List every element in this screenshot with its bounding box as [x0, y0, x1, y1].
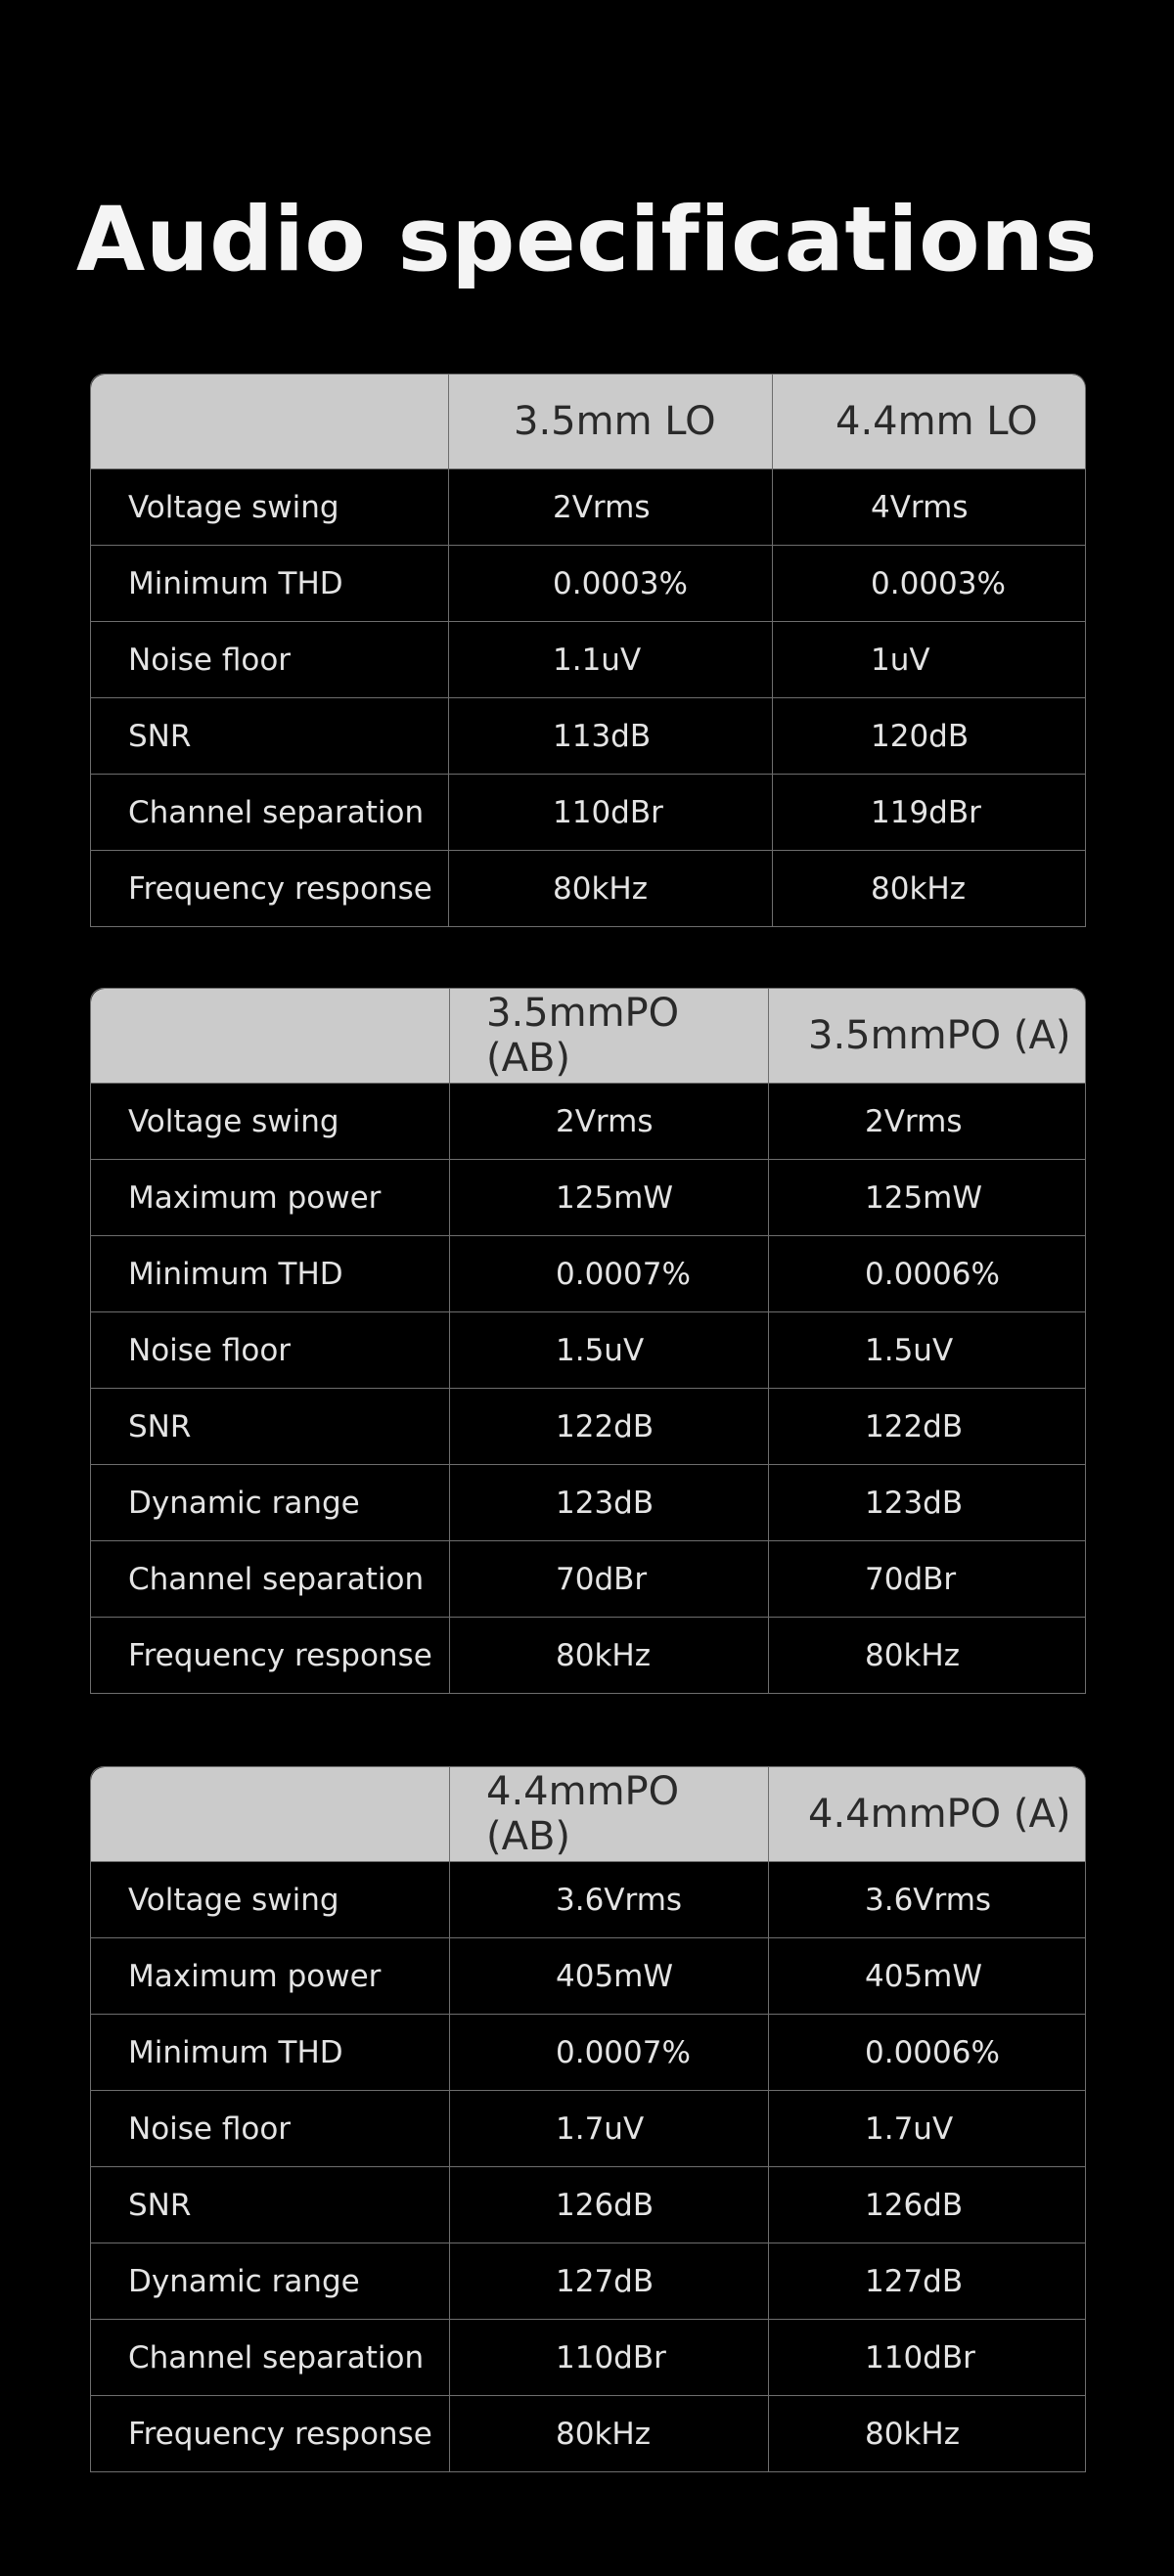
- row-label: Minimum THD: [91, 2015, 450, 2091]
- cell-value: 120dB: [773, 698, 1086, 775]
- column-header: 3.5mmPO (AB): [450, 989, 769, 1084]
- cell-value: 1.7uV: [450, 2091, 769, 2167]
- table-row: [91, 1160, 1086, 1236]
- table-row: [91, 2091, 1086, 2167]
- table-row: [91, 1541, 1086, 1618]
- row-label: Channel separation: [91, 1541, 450, 1618]
- table-row: [91, 1618, 1086, 1694]
- header-corner-cell: [91, 989, 450, 1084]
- table-row: [91, 1938, 1086, 2015]
- cell-value: 0.0007%: [450, 1236, 769, 1312]
- table-row: [91, 1084, 1086, 1160]
- row-label: Noise floor: [91, 2091, 450, 2167]
- cell-value: 122dB: [450, 1389, 769, 1465]
- row-label: SNR: [91, 698, 449, 775]
- cell-value: 2Vrms: [449, 469, 773, 546]
- row-label: Channel separation: [91, 775, 449, 851]
- row-label: Voltage swing: [91, 1084, 450, 1160]
- cell-value: 1uV: [773, 622, 1086, 698]
- table-row: [91, 2243, 1086, 2320]
- column-header: 3.5mmPO (A): [769, 989, 1086, 1084]
- row-label: Dynamic range: [91, 2243, 450, 2320]
- row-label: Voltage swing: [91, 469, 449, 546]
- cell-value: 80kHz: [769, 2396, 1086, 2472]
- table-row: [91, 775, 1086, 851]
- page-title: Audio specifications: [75, 189, 1099, 291]
- header-corner-cell: [91, 1767, 450, 1862]
- table-row: [91, 698, 1086, 775]
- table-header-row: [91, 375, 1086, 469]
- table-row: [91, 1236, 1086, 1312]
- cell-value: 113dB: [449, 698, 773, 775]
- column-header: 4.4mmPO (AB): [450, 1767, 769, 1862]
- row-label: Voltage swing: [91, 1862, 450, 1938]
- row-label: SNR: [91, 2167, 450, 2243]
- header-corner-cell: [91, 375, 449, 469]
- table-row: [91, 546, 1086, 622]
- cell-value: 1.5uV: [769, 1312, 1086, 1389]
- cell-value: 123dB: [769, 1465, 1086, 1541]
- cell-value: 70dBr: [769, 1541, 1086, 1618]
- cell-value: 80kHz: [769, 1618, 1086, 1694]
- row-label: Noise floor: [91, 622, 449, 698]
- row-label: SNR: [91, 1389, 450, 1465]
- spec-table-lo: [90, 374, 1086, 927]
- cell-value: 80kHz: [450, 1618, 769, 1694]
- cell-value: 405mW: [450, 1938, 769, 2015]
- cell-value: 1.7uV: [769, 2091, 1086, 2167]
- table-row: [91, 622, 1086, 698]
- cell-value: 2Vrms: [450, 1084, 769, 1160]
- cell-value: 80kHz: [773, 851, 1086, 927]
- cell-value: 125mW: [450, 1160, 769, 1236]
- cell-value: 0.0006%: [769, 2015, 1086, 2091]
- table-row: [91, 2320, 1086, 2396]
- cell-value: 70dBr: [450, 1541, 769, 1618]
- cell-value: 0.0003%: [773, 546, 1086, 622]
- cell-value: 125mW: [769, 1160, 1086, 1236]
- row-label: Frequency response: [91, 2396, 450, 2472]
- cell-value: 110dBr: [769, 2320, 1086, 2396]
- cell-value: 80kHz: [450, 2396, 769, 2472]
- row-label: Minimum THD: [91, 1236, 450, 1312]
- column-header: 3.5mm LO: [449, 375, 773, 469]
- cell-value: 2Vrms: [769, 1084, 1086, 1160]
- cell-value: 1.5uV: [450, 1312, 769, 1389]
- table-row: [91, 2396, 1086, 2472]
- table-header-row: [91, 989, 1086, 1084]
- cell-value: 4Vrms: [773, 469, 1086, 546]
- column-header: 4.4mmPO (A): [769, 1767, 1086, 1862]
- cell-value: 122dB: [769, 1389, 1086, 1465]
- table-row: [91, 2167, 1086, 2243]
- table-row: [91, 2015, 1086, 2091]
- table-row: [91, 1465, 1086, 1541]
- table-row: [91, 851, 1086, 927]
- table-row: [91, 469, 1086, 546]
- cell-value: 127dB: [769, 2243, 1086, 2320]
- cell-value: 405mW: [769, 1938, 1086, 2015]
- cell-value: 0.0007%: [450, 2015, 769, 2091]
- column-header: 4.4mm LO: [773, 375, 1086, 469]
- row-label: Maximum power: [91, 1938, 450, 2015]
- row-label: Maximum power: [91, 1160, 450, 1236]
- cell-value: 0.0003%: [449, 546, 773, 622]
- cell-value: 127dB: [450, 2243, 769, 2320]
- cell-value: 80kHz: [449, 851, 773, 927]
- cell-value: 110dBr: [450, 2320, 769, 2396]
- table-row: [91, 1312, 1086, 1389]
- row-label: Dynamic range: [91, 1465, 450, 1541]
- cell-value: 3.6Vrms: [769, 1862, 1086, 1938]
- spec-table-44mm-po: [90, 1766, 1086, 2472]
- row-label: Frequency response: [91, 851, 449, 927]
- table-row: [91, 1862, 1086, 1938]
- cell-value: 126dB: [769, 2167, 1086, 2243]
- row-label: Frequency response: [91, 1618, 450, 1694]
- cell-value: 123dB: [450, 1465, 769, 1541]
- cell-value: 1.1uV: [449, 622, 773, 698]
- table-row: [91, 1389, 1086, 1465]
- cell-value: 0.0006%: [769, 1236, 1086, 1312]
- table-header-row: [91, 1767, 1086, 1862]
- row-label: Channel separation: [91, 2320, 450, 2396]
- row-label: Minimum THD: [91, 546, 449, 622]
- cell-value: 110dBr: [449, 775, 773, 851]
- cell-value: 126dB: [450, 2167, 769, 2243]
- cell-value: 119dBr: [773, 775, 1086, 851]
- spec-table-35mm-po: [90, 988, 1086, 1694]
- cell-value: 3.6Vrms: [450, 1862, 769, 1938]
- row-label: Noise floor: [91, 1312, 450, 1389]
